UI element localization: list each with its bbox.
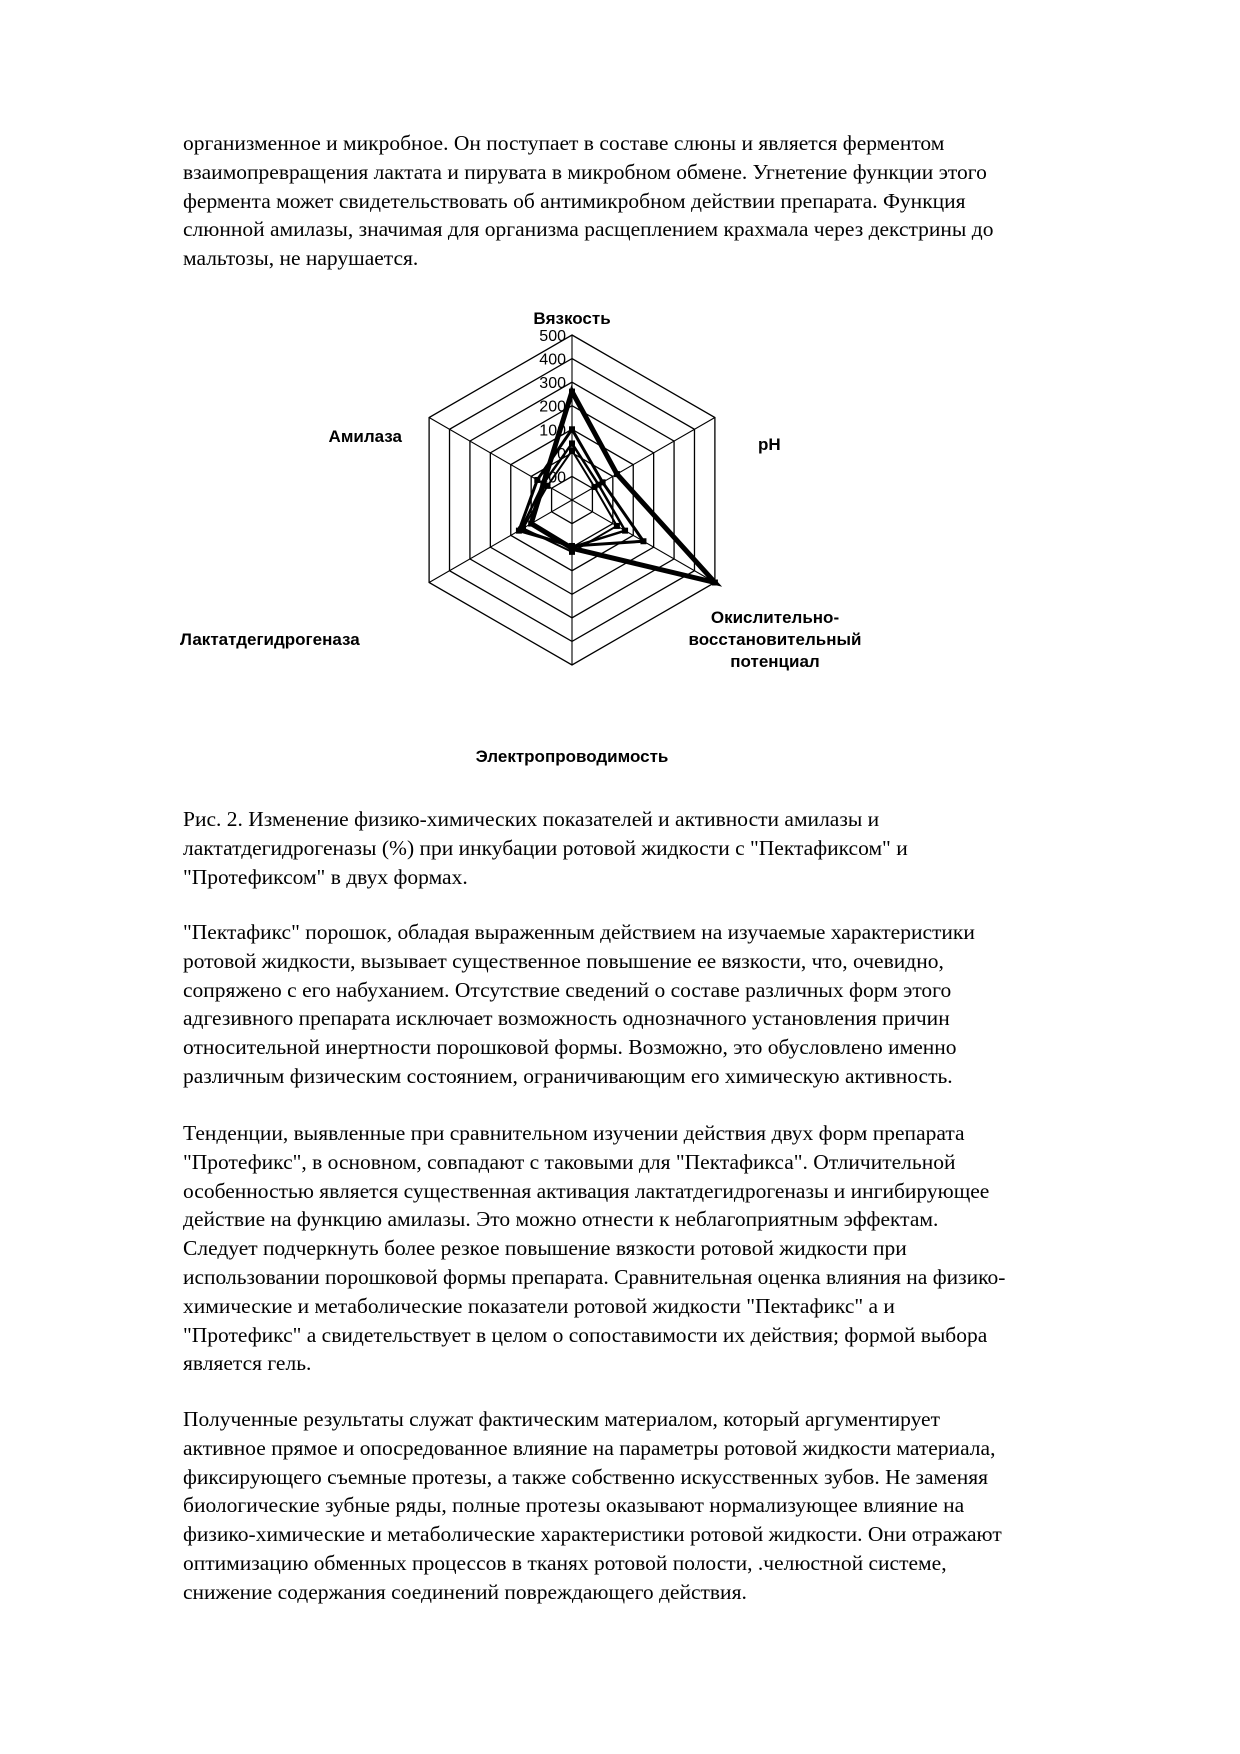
axis-labels [180, 309, 861, 766]
data-point [614, 523, 620, 529]
text-line: слюнной амилазы, значимая для организма расщеплением крахмала через декстрины до [183, 217, 994, 242]
text-line: Следует подчеркнуть более резкое повышение вязкости ротовой жидкости при [183, 1236, 907, 1261]
text-line: относительной инертности порошковой формы. Возможно, это обусловлено именно [183, 1035, 957, 1060]
data-point [591, 484, 597, 490]
text-line: сопряжено с его набуханием. Отсутствие сведений о составе различных форм этого [183, 977, 952, 1002]
radar-chart [180, 300, 980, 780]
data-point [569, 389, 575, 395]
text-line: биологические зубные ряды, полные протезы оказывают нормализующее влияние на [183, 1493, 965, 1518]
text-line: организменное и микробное. Он поступает в составе слюны и является ферментом [183, 131, 945, 155]
axis-label: Вязкость [533, 309, 611, 328]
text-line: взаимопревращения лактата и пирувата в микробном обмене. Угнетение функции этого [183, 159, 987, 184]
body-paragraph [183, 1405, 1163, 1607]
tick-label: 300 [539, 375, 566, 393]
text-line: Полученные результаты служат фактическим материалом, который аргументирует [183, 1407, 940, 1431]
text-line: снижение содержания соединений повреждающего действия. [183, 1579, 747, 1604]
tick-label: 100 [539, 422, 566, 440]
axis-label: pH [758, 435, 781, 454]
body-paragraph [183, 1119, 1163, 1378]
body-paragraph [183, 918, 1163, 1091]
text-line: фермента может свидетельствовать об антимикробном действии препарата. Функция [183, 188, 966, 213]
axis-label: Электропроводимость [475, 747, 669, 766]
text-line: "Протефикс", в основном, совпадают с таковыми для "Пектафикса". Отличительной [183, 1149, 956, 1174]
tick-label: 400 [539, 351, 566, 369]
tick-label: -100 [533, 469, 566, 487]
intro-paragraph [183, 129, 1163, 273]
data-point [528, 521, 534, 527]
text-line: оптимизацию обменных процессов в тканях ротовой полости, .челюстной системе, [183, 1550, 947, 1575]
text-line: "Протефикс" а свидетельствует в целом о сопоставимости их действия; формой выбора [183, 1322, 988, 1347]
data-point [569, 440, 575, 446]
data-point [569, 549, 575, 555]
axis-label: Амилаза [328, 427, 402, 446]
text-line: особенностью является существенная активация лактатдегидрогеназы и ингибирующее [183, 1178, 990, 1203]
text-line: использовании порошковой формы препарата. Сравнительная оценка влияния на физико- [183, 1264, 1006, 1289]
figure-caption [183, 805, 1163, 891]
tick-label: 200 [539, 398, 566, 416]
caption-line: Рис. 2. Изменение физико-химических показателей и активности амилазы и [183, 807, 880, 831]
axis-label: Окислительно- [710, 608, 840, 627]
text-line: адгезивного препарата исключает возможность однозначного установления причин [183, 1006, 950, 1031]
text-line: различным физическим состоянием, ограничивающим его химическую активность. [183, 1063, 953, 1088]
axis-label: потенциал [730, 652, 820, 671]
chart-grid [429, 335, 715, 665]
text-line: "Пектафикс" порошок, обладая выраженным действием на изучаемые характеристики [183, 920, 975, 944]
text-line: мальтозы, не нарушается. [183, 246, 419, 271]
tick-label: 0 [557, 445, 566, 463]
series-line [531, 392, 715, 583]
text-line: химические и метаболические показатели ротовой жидкости "Пектафикс" а и [183, 1293, 895, 1318]
text-line: активное прямое и опосредованное влияние на параметры ротовой жидкости материала, [183, 1435, 996, 1460]
caption-line: лактатдегидрогеназы (%) при инкубации ротовой жидкости с "Пектафиксом" и [183, 835, 908, 860]
data-point [569, 448, 575, 454]
data-point [712, 580, 718, 586]
text-line: физико-химические и метаболические характеристики ротовой жидкости. Они отражают [183, 1522, 1002, 1547]
data-point [569, 426, 575, 432]
axis-label: Лактатдегидрогеназа [180, 630, 360, 649]
text-line: фиксирующего съемные протезы, а также собственно искусственных зубов. Не заменяя [183, 1464, 988, 1489]
text-line: действие на функцию амилазы. Это можно отнести к неблагоприятным эффектам. [183, 1207, 939, 1232]
data-point [622, 528, 628, 534]
axis-label: восстановительный [688, 630, 862, 649]
text-line: Тенденции, выявленные при сравнительном изучении действия двух форм препарата [183, 1121, 965, 1145]
tick-label: 500 [539, 328, 566, 345]
text-line: является гель. [183, 1351, 312, 1376]
text-line: ротовой жидкости, вызывает существенное повышение ее вязкости, что, очевидно, [183, 948, 944, 973]
data-point [640, 538, 646, 544]
caption-line: "Протефиксом" в двух формах. [183, 864, 468, 889]
data-point [520, 525, 526, 531]
data-point [614, 471, 620, 477]
